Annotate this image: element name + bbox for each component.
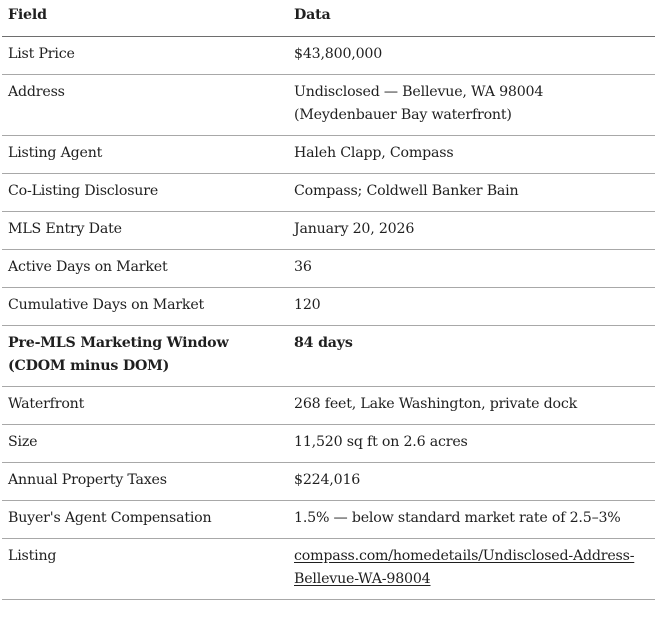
row-value: $43,800,000 <box>288 37 655 75</box>
table-row <box>2 136 655 174</box>
table-row <box>2 250 655 288</box>
row-value: 120 <box>288 288 655 326</box>
row-value: Undisclosed — Bellevue, WA 98004 (Meydenbauer Bay waterfront) <box>288 75 655 136</box>
table-row <box>2 37 655 75</box>
row-value: 268 feet, Lake Washington, private dock <box>288 387 655 425</box>
row-field: Buyer's Agent Compensation <box>2 501 288 539</box>
row-value: 84 days <box>288 326 655 387</box>
table-row <box>2 501 655 539</box>
table-row <box>2 387 655 425</box>
row-value: 36 <box>288 250 655 288</box>
row-field: Size <box>2 425 288 463</box>
row-value: 11,520 sq ft on 2.6 acres <box>288 425 655 463</box>
table-row-highlight <box>2 326 655 387</box>
table-header-row <box>2 0 655 37</box>
row-value: January 20, 2026 <box>288 212 655 250</box>
row-value <box>288 539 655 600</box>
row-field: List Price <box>2 37 288 75</box>
row-field: Cumulative Days on Market <box>2 288 288 326</box>
table-row <box>2 539 655 600</box>
header-field: Field <box>2 0 288 37</box>
table-row <box>2 174 655 212</box>
table-row <box>2 288 655 326</box>
listing-table <box>2 0 655 600</box>
table-row <box>2 212 655 250</box>
row-value: 1.5% — below standard market rate of 2.5–3% <box>288 501 655 539</box>
table-row <box>2 75 655 136</box>
row-value: $224,016 <box>288 463 655 501</box>
row-field: Active Days on Market <box>2 250 288 288</box>
row-value: Compass; Coldwell Banker Bain <box>288 174 655 212</box>
row-field: Address <box>2 75 288 136</box>
listing-link[interactable]: compass.com/homedetails/Undisclosed-Address-Bellevue-WA-98004 <box>294 548 635 587</box>
table-row <box>2 425 655 463</box>
table-row <box>2 463 655 501</box>
row-field: Pre-MLS Marketing Window (CDOM minus DOM) <box>2 326 288 387</box>
row-field: Listing <box>2 539 288 600</box>
header-data: Data <box>288 0 655 37</box>
row-value: Haleh Clapp, Compass <box>288 136 655 174</box>
row-field: Co-Listing Disclosure <box>2 174 288 212</box>
row-field: MLS Entry Date <box>2 212 288 250</box>
row-field: Annual Property Taxes <box>2 463 288 501</box>
row-field: Waterfront <box>2 387 288 425</box>
row-field: Listing Agent <box>2 136 288 174</box>
